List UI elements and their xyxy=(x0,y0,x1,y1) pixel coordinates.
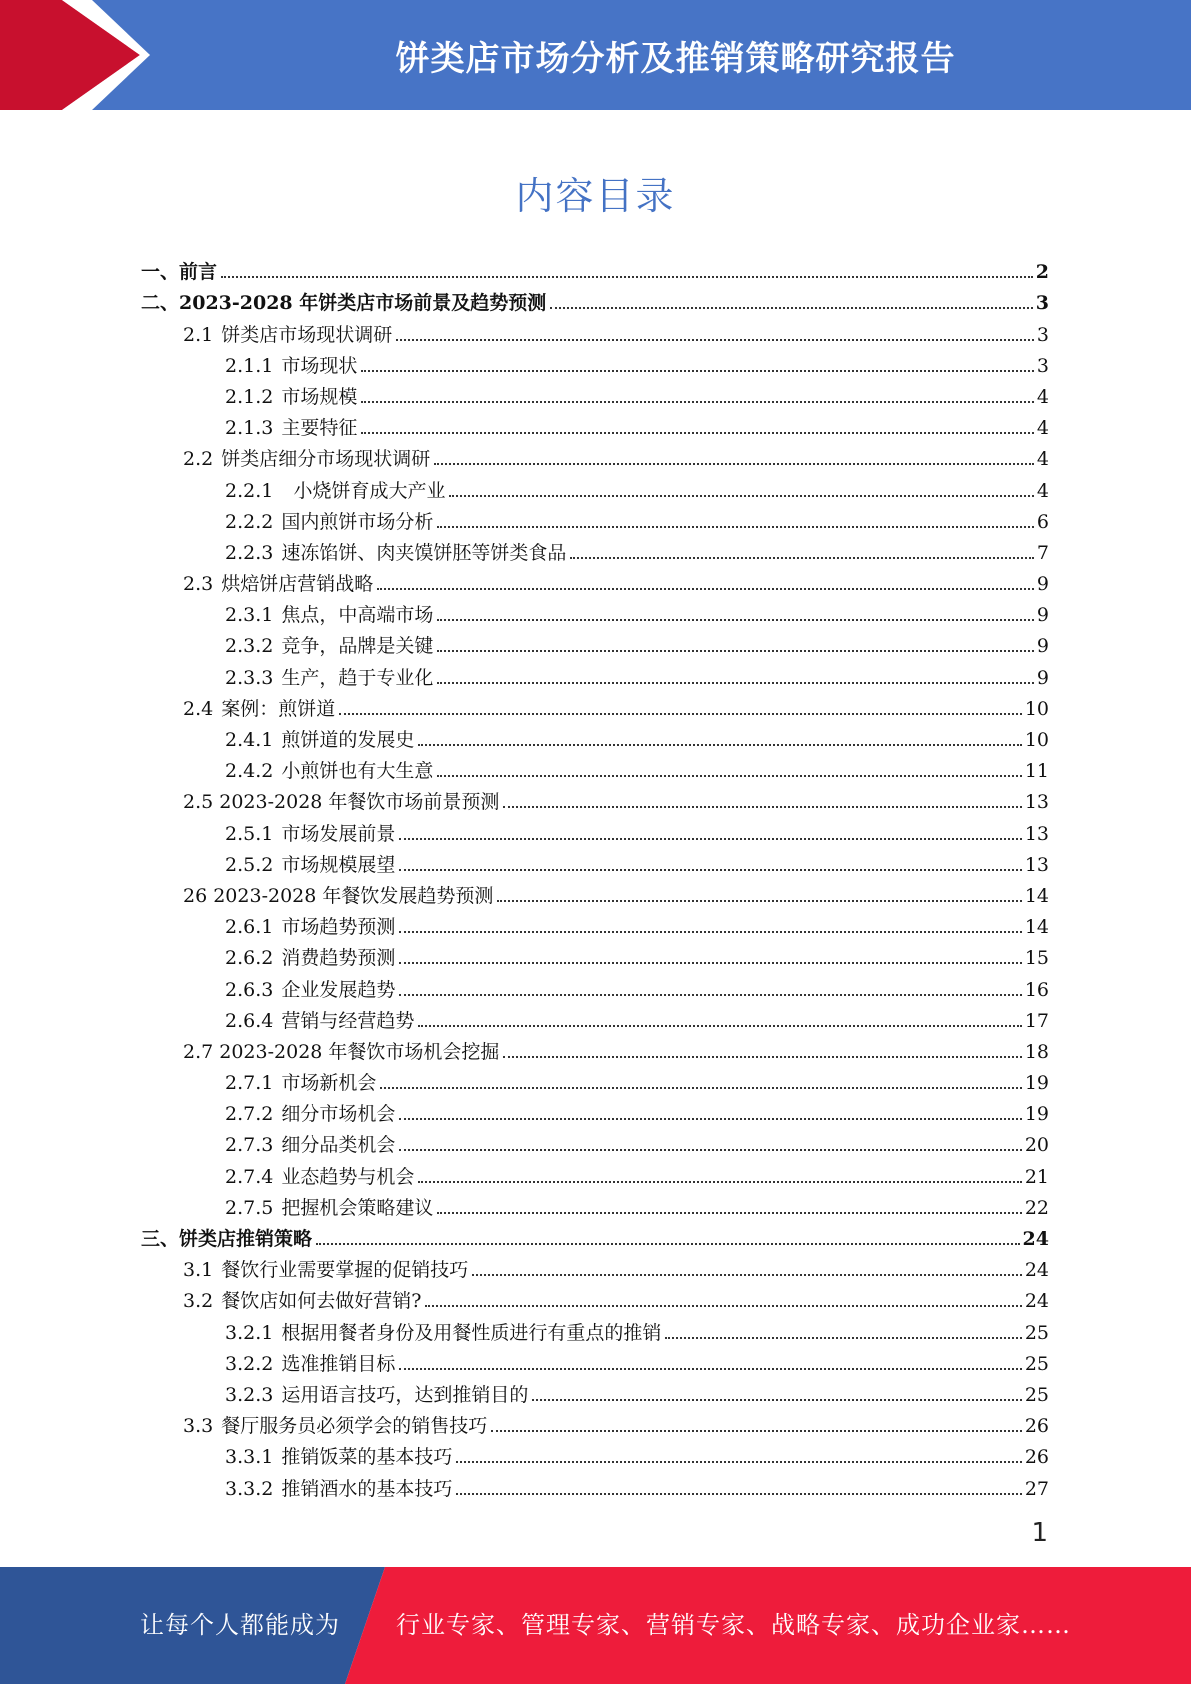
toc-entry-number: 2.3 xyxy=(183,573,214,596)
toc-entry[interactable] xyxy=(141,1345,1049,1376)
toc-entry[interactable] xyxy=(141,1376,1049,1407)
toc-entry-text: 市场发展前景 xyxy=(281,822,396,845)
toc-entry-label xyxy=(225,541,566,565)
toc-page-number: 9 xyxy=(1036,635,1049,658)
toc-entry[interactable] xyxy=(141,284,1049,315)
toc-dot-leader xyxy=(361,370,1034,372)
toc-dot-leader xyxy=(437,650,1034,652)
toc-entry[interactable] xyxy=(141,721,1049,752)
toc-entry-text: 细分品类机会 xyxy=(281,1134,396,1157)
toc-entry-number: 2.2.3 xyxy=(225,541,274,564)
toc-entry-label xyxy=(183,697,335,721)
toc-entry-label xyxy=(225,759,433,783)
toc-dot-leader xyxy=(425,1305,1021,1307)
toc-entry-text: 竞争，品牌是关键 xyxy=(281,635,434,658)
toc-entry-text: 2.5 2023-2028 年餐饮市场前景预测 xyxy=(183,791,500,814)
toc-entry[interactable] xyxy=(141,814,1049,845)
toc-entry-number: 3.2.3 xyxy=(225,1383,274,1406)
toc-entry[interactable] xyxy=(141,315,1049,346)
toc-entry-text: 市场现状 xyxy=(281,354,358,377)
toc-entry[interactable] xyxy=(141,846,1049,877)
red-chevron-shape xyxy=(0,0,140,110)
toc-entry-label xyxy=(183,1289,421,1313)
toc-entry-number: 3.2 xyxy=(183,1290,214,1313)
toc-entry[interactable] xyxy=(141,471,1049,502)
toc-entry[interactable] xyxy=(141,1282,1049,1313)
toc-page-number: 4 xyxy=(1036,417,1049,440)
toc-entry-text: 2.7 2023-2028 年餐饮市场机会挖掘 xyxy=(183,1040,500,1063)
toc-entry-label xyxy=(225,1321,661,1345)
toc-entry-number: 3.2.2 xyxy=(225,1352,274,1375)
toc-entry-number: 2.2.1 xyxy=(225,479,274,502)
toc-entry-number: 3.1 xyxy=(183,1259,214,1282)
toc-dot-leader xyxy=(399,838,1021,840)
toc-entry-label xyxy=(225,1445,452,1469)
toc-entry-number: 2.1 xyxy=(183,323,214,346)
toc-entry-text: 市场规模展望 xyxy=(281,853,396,876)
footer-slogan-right: 行业专家、管理专家、营销专家、战略专家、成功企业家…… xyxy=(396,1611,1071,1639)
toc-page-number: 16 xyxy=(1024,978,1049,1001)
toc-entry-label xyxy=(225,603,433,627)
toc-entry-text: 二、2023-2028 年饼类店市场前景及趋势预测 xyxy=(141,292,547,315)
toc-entry-text: 推销酒水的基本技巧 xyxy=(281,1477,453,1500)
toc-entry-number: 2.1.2 xyxy=(225,385,274,408)
report-title: 饼类店市场分析及推销策略研究报告 xyxy=(395,38,956,79)
toc-entry-label xyxy=(183,1414,487,1438)
toc-entry-label xyxy=(225,479,445,503)
toc-entry-text: 营销与经营趋势 xyxy=(281,1009,415,1032)
toc-entry-text: 消费趋势预测 xyxy=(281,947,396,970)
toc-entry-number: 3.3.2 xyxy=(225,1477,274,1500)
toc-entry-number: 2.4 xyxy=(183,697,214,720)
page-number: 1 xyxy=(1031,1518,1048,1548)
toc-page-number: 3 xyxy=(1036,354,1049,377)
toc-entry-text: 市场规模 xyxy=(281,385,358,408)
toc-entry-number: 2.6.3 xyxy=(225,978,274,1001)
toc-dot-leader xyxy=(437,775,1021,777)
toc-dot-leader xyxy=(437,682,1034,684)
toc-page-number: 7 xyxy=(1036,541,1049,564)
toc-page-number: 21 xyxy=(1024,1165,1049,1188)
toc-entry-text: 餐饮行业需要掌握的促销技巧 xyxy=(221,1259,469,1282)
toc-entry-number: 2.1.1 xyxy=(225,354,274,377)
toc-page-number: 18 xyxy=(1024,1040,1049,1063)
toc-entry-text: 煎饼道的发展史 xyxy=(281,729,415,751)
toc-entry[interactable] xyxy=(141,1033,1049,1064)
toc-entry-label xyxy=(183,572,373,596)
toc-entry[interactable] xyxy=(141,503,1049,534)
toc-entry[interactable] xyxy=(141,658,1049,689)
toc-entry[interactable] xyxy=(141,1313,1049,1344)
toc-page-number: 17 xyxy=(1024,1009,1049,1032)
toc-page-number: 20 xyxy=(1024,1134,1049,1157)
toc-heading: 内容目录 xyxy=(515,174,676,218)
toc-entry[interactable] xyxy=(141,1251,1049,1282)
toc-page-number: 11 xyxy=(1024,760,1049,783)
toc-entry-number: 3.3 xyxy=(183,1415,214,1438)
toc-entry-text: 三、饼类店推销策略 xyxy=(141,1228,313,1250)
toc-page-number: 13 xyxy=(1024,853,1049,876)
toc-entry-label xyxy=(225,978,395,1002)
toc-entry-text: 国内煎饼市场分析 xyxy=(281,510,434,533)
toc-dot-leader xyxy=(418,1181,1021,1183)
toc-entry-text: 市场趋势预测 xyxy=(281,916,396,939)
toc-entry[interactable] xyxy=(141,1157,1049,1188)
toc-dot-leader xyxy=(497,900,1021,902)
toc-dot-leader xyxy=(532,1399,1021,1401)
toc-entry-label xyxy=(225,915,395,939)
toc-page-number: 10 xyxy=(1024,729,1049,751)
toc-page-number: 22 xyxy=(1024,1196,1049,1219)
toc-entry-number: 2.6.4 xyxy=(225,1009,274,1032)
toc-entry-number: 2.6.2 xyxy=(225,947,274,970)
toc-dot-leader xyxy=(437,619,1034,621)
toc-entry-text: 26 2023-2028 年餐饮发展趋势预测 xyxy=(183,884,494,907)
toc-entry-label xyxy=(141,291,546,315)
toc-entry[interactable] xyxy=(141,1002,1049,1033)
toc-entry-text: 小煎饼也有大生意 xyxy=(281,760,434,783)
toc-page-number: 19 xyxy=(1024,1072,1049,1095)
toc-dot-leader xyxy=(399,1149,1021,1151)
toc-entry-text: 饼类店细分市场现状调研 xyxy=(221,448,431,471)
toc-dot-leader xyxy=(418,1025,1021,1027)
toc-dot-leader xyxy=(418,744,1021,746)
toc-entry[interactable] xyxy=(141,1189,1049,1220)
toc-entry-number: 2.5.2 xyxy=(225,853,274,876)
toc-entry[interactable] xyxy=(141,1407,1049,1438)
table-of-contents xyxy=(141,253,1049,1501)
toc-page-number: 6 xyxy=(1036,510,1049,533)
toc-entry-label xyxy=(183,1258,468,1282)
toc-entry-text: 小烧饼育成大产业 xyxy=(281,479,446,502)
toc-entry-number: 2.3.2 xyxy=(225,635,274,658)
toc-page-number: 4 xyxy=(1036,448,1049,471)
toc-page-number: 19 xyxy=(1024,1103,1049,1126)
toc-page-number: 24 xyxy=(1022,1228,1049,1250)
toc-dot-leader xyxy=(399,931,1021,933)
toc-entry[interactable] xyxy=(141,908,1049,939)
toc-page-number: 9 xyxy=(1036,604,1049,627)
toc-entry-label xyxy=(225,1009,414,1033)
toc-dot-leader xyxy=(434,463,1034,465)
toc-entry[interactable] xyxy=(141,565,1049,596)
toc-entry-number: 2.5.1 xyxy=(225,822,274,845)
toc-entry-label xyxy=(141,260,217,284)
toc-entry-number: 2.7.5 xyxy=(225,1196,274,1219)
toc-entry-number: 3.2.1 xyxy=(225,1321,274,1344)
toc-entry-label xyxy=(183,790,499,814)
footer-band xyxy=(0,1567,1191,1684)
toc-dot-leader xyxy=(399,1118,1021,1120)
toc-entry-text: 推销饭菜的基本技巧 xyxy=(281,1446,453,1469)
toc-entry[interactable] xyxy=(141,1095,1049,1126)
toc-entry-label xyxy=(225,728,414,752)
toc-entry-text: 速冻馅饼、肉夹馍饼胚等饼类食品 xyxy=(281,541,567,564)
toc-entry-label xyxy=(225,946,395,970)
toc-entry-number: 2.4.1 xyxy=(225,729,274,751)
toc-dot-leader xyxy=(361,401,1034,403)
toc-entry-number: 2.7.2 xyxy=(225,1103,274,1126)
toc-entry[interactable] xyxy=(141,939,1049,970)
toc-dot-leader xyxy=(399,869,1021,871)
toc-entry-number: 2.2.2 xyxy=(225,510,274,533)
toc-dot-leader xyxy=(437,526,1034,528)
toc-entry-number: 3.3.1 xyxy=(225,1446,274,1469)
toc-entry[interactable] xyxy=(141,1438,1049,1469)
toc-page-number: 26 xyxy=(1024,1446,1049,1469)
toc-entry-label xyxy=(225,1102,395,1126)
toc-dot-leader xyxy=(399,962,1021,964)
toc-entry-label xyxy=(225,1165,414,1189)
toc-entry-number: 2.7.3 xyxy=(225,1134,274,1157)
toc-page-number: 9 xyxy=(1036,666,1049,689)
toc-entry[interactable] xyxy=(141,1064,1049,1095)
toc-entry-label xyxy=(225,666,433,690)
toc-entry-label xyxy=(225,354,357,378)
toc-entry-text: 选准推销目标 xyxy=(281,1352,396,1375)
toc-entry-text: 运用语言技巧，达到推销目的 xyxy=(281,1383,529,1406)
toc-dot-leader xyxy=(399,994,1021,996)
toc-entry[interactable] xyxy=(141,877,1049,908)
toc-entry[interactable] xyxy=(141,253,1049,284)
toc-entry[interactable] xyxy=(141,378,1049,409)
toc-dot-leader xyxy=(503,1056,1021,1058)
toc-page-number: 14 xyxy=(1024,916,1049,939)
toc-entry-label xyxy=(183,323,392,347)
toc-entry-text: 根据用餐者身份及用餐性质进行有重点的推销 xyxy=(281,1321,662,1344)
toc-entry-text: 业态趋势与机会 xyxy=(281,1165,415,1188)
toc-page-number: 4 xyxy=(1036,479,1049,502)
toc-entry-label xyxy=(225,416,357,440)
toc-page-number: 26 xyxy=(1024,1415,1049,1438)
toc-dot-leader xyxy=(377,588,1034,590)
toc-entry-label xyxy=(225,1196,433,1220)
toc-entry[interactable] xyxy=(141,1220,1049,1251)
toc-entry-number: 2.1.3 xyxy=(225,417,274,440)
toc-entry-number: 2.3.3 xyxy=(225,666,274,689)
toc-entry-number: 2.6.1 xyxy=(225,916,274,939)
toc-page-number: 3 xyxy=(1035,292,1049,315)
toc-entry[interactable] xyxy=(141,1469,1049,1500)
toc-dot-leader xyxy=(570,557,1034,559)
toc-dot-leader xyxy=(437,1212,1021,1214)
toc-page-number: 13 xyxy=(1024,791,1049,814)
toc-dot-leader xyxy=(456,1461,1021,1463)
toc-entry-text: 焦点，中高端市场 xyxy=(281,604,434,627)
toc-page-number: 13 xyxy=(1024,822,1049,845)
toc-entry-label xyxy=(225,822,395,846)
toc-entry-label xyxy=(225,1383,528,1407)
toc-entry-text: 企业发展趋势 xyxy=(281,978,396,1001)
toc-entry-label xyxy=(141,1227,312,1251)
toc-dot-leader xyxy=(396,339,1034,341)
toc-page-number: 2 xyxy=(1035,261,1049,284)
toc-entry-text: 案例：煎饼道 xyxy=(221,697,336,720)
toc-page-number: 24 xyxy=(1024,1290,1049,1313)
toc-entry-label xyxy=(183,447,430,471)
toc-page-number: 9 xyxy=(1036,573,1049,596)
toc-entry-text: 把握机会策略建议 xyxy=(281,1196,434,1219)
header-band xyxy=(0,0,1191,110)
footer-slogan-left: 让每个人都能成为 xyxy=(140,1611,340,1639)
toc-entry[interactable] xyxy=(141,783,1049,814)
toc-entry-text: 主要特征 xyxy=(281,417,358,440)
toc-entry-text: 餐饮店如何去做好营销? xyxy=(221,1290,422,1313)
toc-entry-number: 2.7.1 xyxy=(225,1072,274,1095)
toc-entry-label xyxy=(183,1040,499,1064)
toc-entry[interactable] xyxy=(141,409,1049,440)
toc-entry-label xyxy=(225,634,433,658)
toc-entry[interactable] xyxy=(141,596,1049,627)
toc-dot-leader xyxy=(399,1368,1021,1370)
toc-dot-leader xyxy=(449,495,1033,497)
toc-dot-leader xyxy=(221,276,1033,278)
toc-entry[interactable] xyxy=(141,627,1049,658)
toc-entry-text: 市场新机会 xyxy=(281,1072,377,1095)
toc-entry-number: 2.3.1 xyxy=(225,604,274,627)
toc-entry-number: 2.4.2 xyxy=(225,760,274,783)
toc-entry[interactable] xyxy=(141,347,1049,378)
toc-dot-leader xyxy=(380,1087,1021,1089)
toc-entry-text: 生产，趋于专业化 xyxy=(281,666,434,689)
toc-entry-label xyxy=(225,1071,376,1095)
toc-entry-label xyxy=(225,1133,395,1157)
toc-dot-leader xyxy=(491,1430,1022,1432)
toc-page-number: 15 xyxy=(1024,947,1049,970)
toc-dot-leader xyxy=(472,1274,1022,1276)
toc-entry-number: 2.7.4 xyxy=(225,1165,274,1188)
toc-entry[interactable] xyxy=(141,752,1049,783)
toc-entry-label xyxy=(225,385,357,409)
toc-entry[interactable] xyxy=(141,1126,1049,1157)
toc-page-number: 10 xyxy=(1024,697,1049,720)
toc-entry[interactable] xyxy=(141,970,1049,1001)
toc-page-number: 4 xyxy=(1036,385,1049,408)
toc-entry-text: 细分市场机会 xyxy=(281,1103,396,1126)
toc-page-number: 3 xyxy=(1036,323,1049,346)
toc-page-number: 24 xyxy=(1024,1259,1049,1282)
toc-entry-text: 一、前言 xyxy=(141,261,218,284)
toc-entry-number: 2.2 xyxy=(183,448,214,471)
toc-entry-label xyxy=(183,884,493,908)
toc-page-number: 25 xyxy=(1024,1383,1049,1406)
toc-page-number: 27 xyxy=(1024,1477,1049,1500)
toc-dot-leader xyxy=(665,1337,1021,1339)
toc-dot-leader xyxy=(316,1243,1020,1245)
toc-dot-leader xyxy=(503,806,1021,808)
toc-entry-text: 烘焙饼店营销战略 xyxy=(221,573,374,596)
toc-entry[interactable] xyxy=(141,534,1049,565)
toc-entry-label xyxy=(225,510,433,534)
toc-entry-text: 餐厅服务员必须学会的销售技巧 xyxy=(221,1415,488,1438)
toc-entry[interactable] xyxy=(141,440,1049,471)
toc-entry-label xyxy=(225,1352,395,1376)
toc-entry-label xyxy=(225,1477,452,1501)
toc-page-number: 25 xyxy=(1024,1321,1049,1344)
toc-dot-leader xyxy=(550,307,1033,309)
toc-dot-leader xyxy=(361,432,1034,434)
toc-entry-label xyxy=(225,853,395,877)
toc-page-number: 14 xyxy=(1024,884,1049,907)
toc-page-number: 25 xyxy=(1024,1352,1049,1375)
toc-entry-text: 饼类店市场现状调研 xyxy=(221,323,393,346)
toc-entry[interactable] xyxy=(141,690,1049,721)
toc-dot-leader xyxy=(339,713,1022,715)
toc-dot-leader xyxy=(456,1493,1021,1495)
